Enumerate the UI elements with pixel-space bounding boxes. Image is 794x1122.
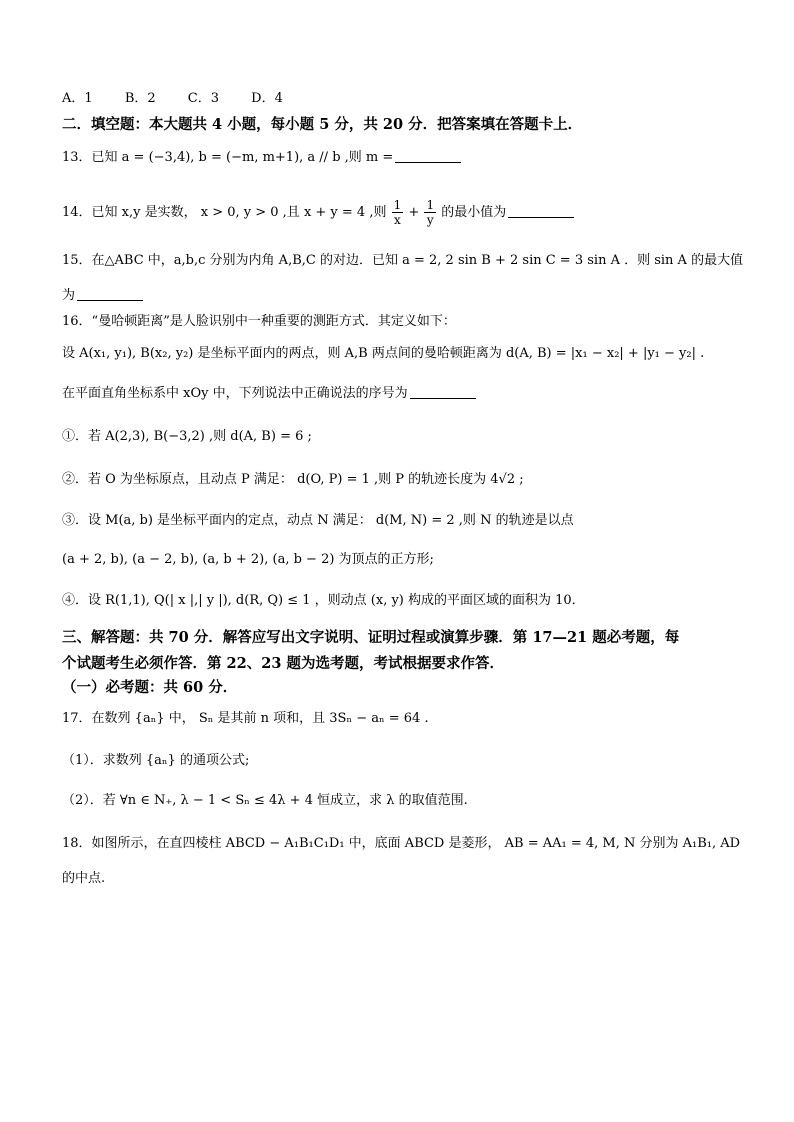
choice-c: C．3 xyxy=(187,91,219,106)
question-18-line2: 的中点. xyxy=(62,871,106,886)
question-15-line2 xyxy=(62,287,143,305)
question-13 xyxy=(62,149,461,167)
question-14 xyxy=(62,198,574,227)
question-16-intro: 16．“曼哈顿距离”是人脸识别中一种重要的测距方式．其定义如下： xyxy=(62,314,456,329)
q16-answer-blank xyxy=(410,386,476,399)
section2-heading: 二．填空题：本大题共 4 小题，每小题 5 分，共 20 分．把答案填在答题卡上． xyxy=(62,116,583,133)
q15-answer-blank xyxy=(77,288,143,301)
section3-heading-line1: 三、解答题：共 70 分．解答应写出文字说明、证明过程或演算步骤．第 17—21 题必考题，每 xyxy=(62,629,680,646)
q14-fraction-2: $\frac{1}{y}$ xyxy=(426,198,435,227)
choice-d: D．4 xyxy=(251,91,283,106)
question-17-part1: （1）．求数列 {aₙ} 的通项公式; xyxy=(62,753,250,768)
q16-item-3b: (a + 2, b), (a − 2, b), (a, b + 2), (a, b − 2) 为顶点的正方形; xyxy=(62,552,434,567)
question-15-line1: 15．在△ABC 中，a,b,c 分别为内角 A,B,C 的对边．已知 a = 2, 2 sin B + 2 sin C = 3 sin A ．则 sin A 的最大值 xyxy=(62,253,744,268)
question-17-part2: （2）．若 ∀n ∈ N₊, λ − 1 < Sₙ ≤ 4λ + 4 恒成立，求 λ 的取值范围. xyxy=(62,793,468,808)
q16-item-4: ④．设 R(1,1), Q(| x |,| y |), d(R, Q) ≤ 1 ，则动点 (x, y) 构成的平面区域的面积为 10． xyxy=(62,593,585,608)
choice-b: B．2 xyxy=(124,91,156,106)
q14-answer-blank xyxy=(508,205,574,218)
section3-subheading: （一）必考题：共 60 分． xyxy=(62,679,238,696)
choice-a: A．1 xyxy=(62,91,93,106)
q14-text-a: 14．已知 x,y 是实数， x > 0, y > 0 ,且 x + y = 4 ,则 xyxy=(62,205,387,220)
question-18-line1: 18．如图所示，在直四棱柱 ABCD − A₁B₁C₁D₁ 中，底面 ABCD 是菱形， AB = AA₁ = 4, M, N 分别为 A₁B₁, AD xyxy=(62,836,741,851)
section3-heading-line2: 个试题考生必须作答．第 22、23 题为选考题，考试根据要求作答． xyxy=(62,655,504,672)
question-16-prompt xyxy=(62,385,476,403)
q16-item-2: ②．若 O 为坐标原点，且动点 P 满足： d(O, P) = 1 ,则 P 的轨迹长度为 4√2 ; xyxy=(62,472,524,487)
q14-plus: + xyxy=(408,205,420,220)
q15-line2-text: 为 xyxy=(62,288,76,303)
q16-prompt-text: 在平面直角坐标系中 xOy 中，下列说法中正确说法的序号为 xyxy=(62,386,408,401)
q16-item-3a: ③．设 M(a, b) 是坐标平面内的定点，动点 N 满足： d(M, N) = 2 ,则 N 的轨迹是以点 xyxy=(62,513,574,528)
answer-choices xyxy=(62,90,311,108)
q14-fraction-1: $\frac{1}{x}$ xyxy=(393,198,402,227)
question-16-definition: 设 A(x₁, y₁), B(x₂, y₂) 是坐标平面内的两点，则 A,B 两点间的曼哈顿距离为 d(A, B) = |x₁ − x₂| + |y₁ − y₂| . xyxy=(62,346,705,361)
q14-text-b: 的最小值为 xyxy=(441,205,507,220)
q13-answer-blank xyxy=(395,150,461,163)
question-17-stem: 17．在数列 {aₙ} 中， Sₙ 是其前 n 项和，且 3Sₙ − aₙ = 64 . xyxy=(62,711,429,726)
q16-item-1: ①．若 A(2,3), B(−3,2) ,则 d(A, B) = 6 ; xyxy=(62,429,312,444)
q13-text: 13．已知 a = (−3,4), b = (−m, m+1), a // b ,则 m = xyxy=(62,150,394,165)
